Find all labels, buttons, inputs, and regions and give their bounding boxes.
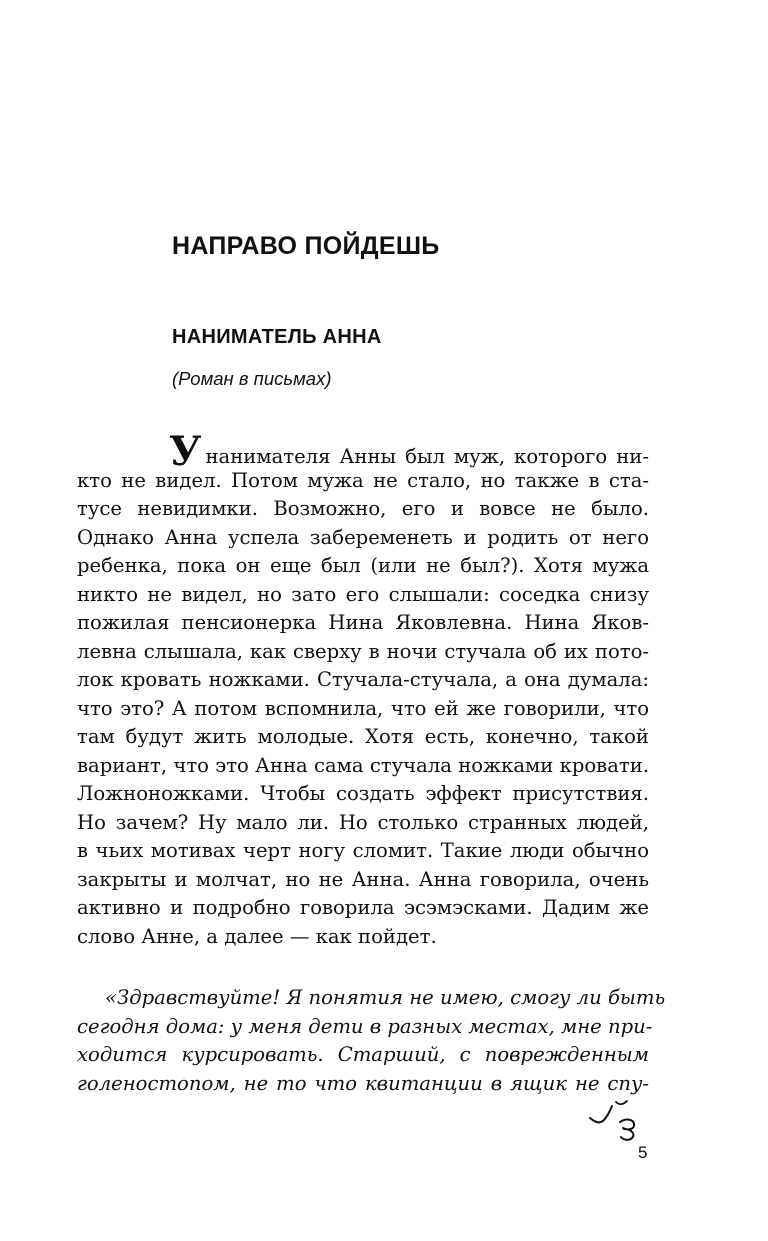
text-line: вариант, что это Анна сама стучала ножками кровати. xyxy=(77,753,649,777)
text-line: активно и подробно говорила эсэмэсками. Дадим же xyxy=(77,896,649,919)
text-line: в чьих мотивах черт ногу сломит. Такие люди обычно xyxy=(77,839,649,862)
chapter-title: НАНИМАТЕЛЬ АННА xyxy=(172,326,382,348)
text-line: кто не видел. Потом мужа не стало, но также в ста- xyxy=(77,468,649,492)
paragraph-2-letter xyxy=(77,984,666,1098)
text-line: ребенка, пока он еще был (или не был?). Хотя мужа xyxy=(77,554,649,577)
text-line: Но зачем? Ну мало ли. Но столько странных людей, xyxy=(77,810,649,834)
hand-drawn-flourish-icon xyxy=(586,1096,646,1142)
text-line xyxy=(77,428,649,475)
drop-cap: У xyxy=(169,428,202,475)
text-line: пожилая пенсионерка Нина Яковлевна. Нина Яков- xyxy=(77,611,649,634)
text-line: Однако Анна успела забеременеть и родить от него xyxy=(77,525,649,549)
text-line: левна слышала, как сверху в ночи стучала об их пото- xyxy=(77,639,649,663)
text-line: никто не видел, но зато его слышали: соседка снизу xyxy=(77,582,649,606)
text-line: слово Анне, а далее — как пойдет. xyxy=(77,924,437,948)
paragraph-1 xyxy=(77,428,649,951)
chapter-subtitle: (Роман в письмах) xyxy=(172,368,332,389)
text-line: лок кровать ножками. Стучала-стучала, а она думала: xyxy=(77,668,649,691)
text-line: тусе невидимки. Возможно, его и вовсе не было. xyxy=(77,497,649,520)
text-line: «Здравствуйте! Я понятия не имею, смогу ли быть xyxy=(105,986,666,1009)
first-line-text: нанимателя Анны был муж, которого ни- xyxy=(205,445,649,468)
text-line: Ложноножками. Чтобы создать эффект присутствия. xyxy=(77,782,649,805)
text-line: голеностопом, не то что квитанции в ящик не спу- xyxy=(77,1071,649,1095)
text-line: ходится курсировать. Старший, с поврежденным xyxy=(77,1043,649,1066)
text-line: что это? А потом вспомнила, что ей же говорили, что xyxy=(77,696,649,720)
part-title: НАПРАВО ПОЙДЕШЬ xyxy=(172,232,440,260)
text-line: сегодня дома: у меня дети в разных местах, мне при- xyxy=(77,1014,653,1038)
text-line: закрыты и молчат, но не Анна. Анна говорила, очень xyxy=(77,867,649,891)
page-number: 5 xyxy=(638,1143,648,1162)
text-line: там будут жить молодые. Хотя есть, конечно, такой xyxy=(77,725,649,748)
